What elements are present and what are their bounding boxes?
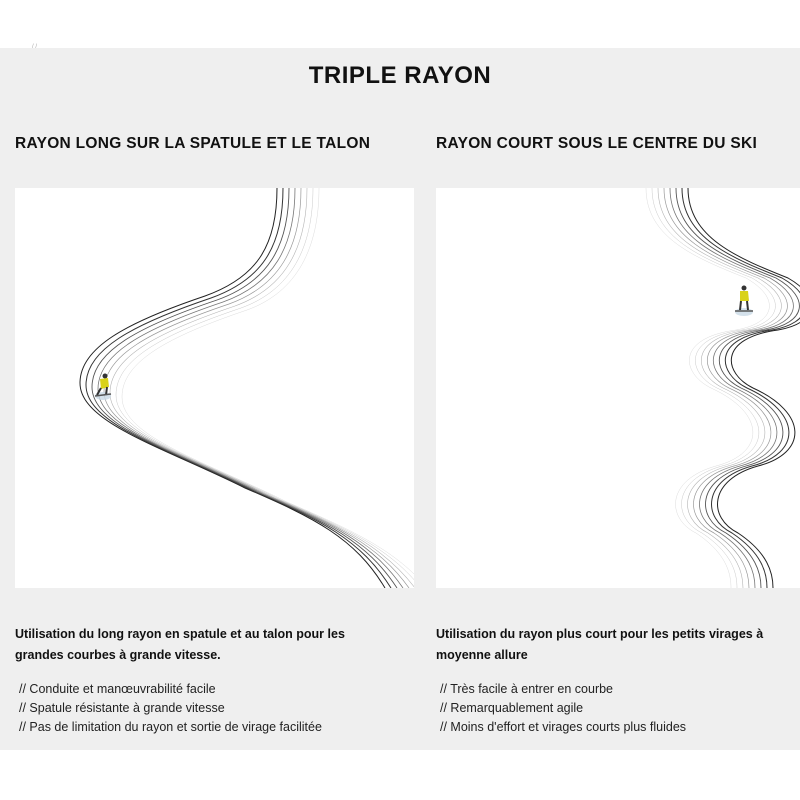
column-description: Utilisation du long rayon en spatule et au talon pour les grandes courbes à grande vitesse.: [15, 627, 345, 662]
list-item: // Pas de limitation du rayon et sortie de virage facilitée: [19, 720, 322, 734]
column-description: Utilisation du rayon plus court pour les petits virages à moyenne allure: [436, 627, 764, 662]
list-item: // Moins d'effort et virages courts plus fluides: [440, 720, 687, 734]
list-item: // Très facile à entrer en courbe: [440, 682, 614, 696]
feature-list: [15, 680, 322, 737]
skier-icon: [735, 286, 753, 317]
long-radius-diagram: [15, 188, 414, 588]
list-item: // Remarquablement agile: [440, 701, 584, 715]
column-heading: RAYON COURT SOUS LE CENTRE DU SKI: [436, 135, 758, 152]
short-radius-diagram: [436, 188, 800, 588]
list-item: // Spatule résistante à grande vitesse: [19, 701, 225, 715]
top-mark: / /: [32, 44, 38, 50]
list-item: // Conduite et manœuvrabilité facile: [19, 682, 216, 696]
skier-icon: [95, 374, 111, 401]
feature-list: [436, 680, 686, 737]
page-title: TRIPLE RAYON: [308, 62, 492, 89]
column-heading: RAYON LONG SUR LA SPATULE ET LE TALON: [15, 135, 371, 152]
